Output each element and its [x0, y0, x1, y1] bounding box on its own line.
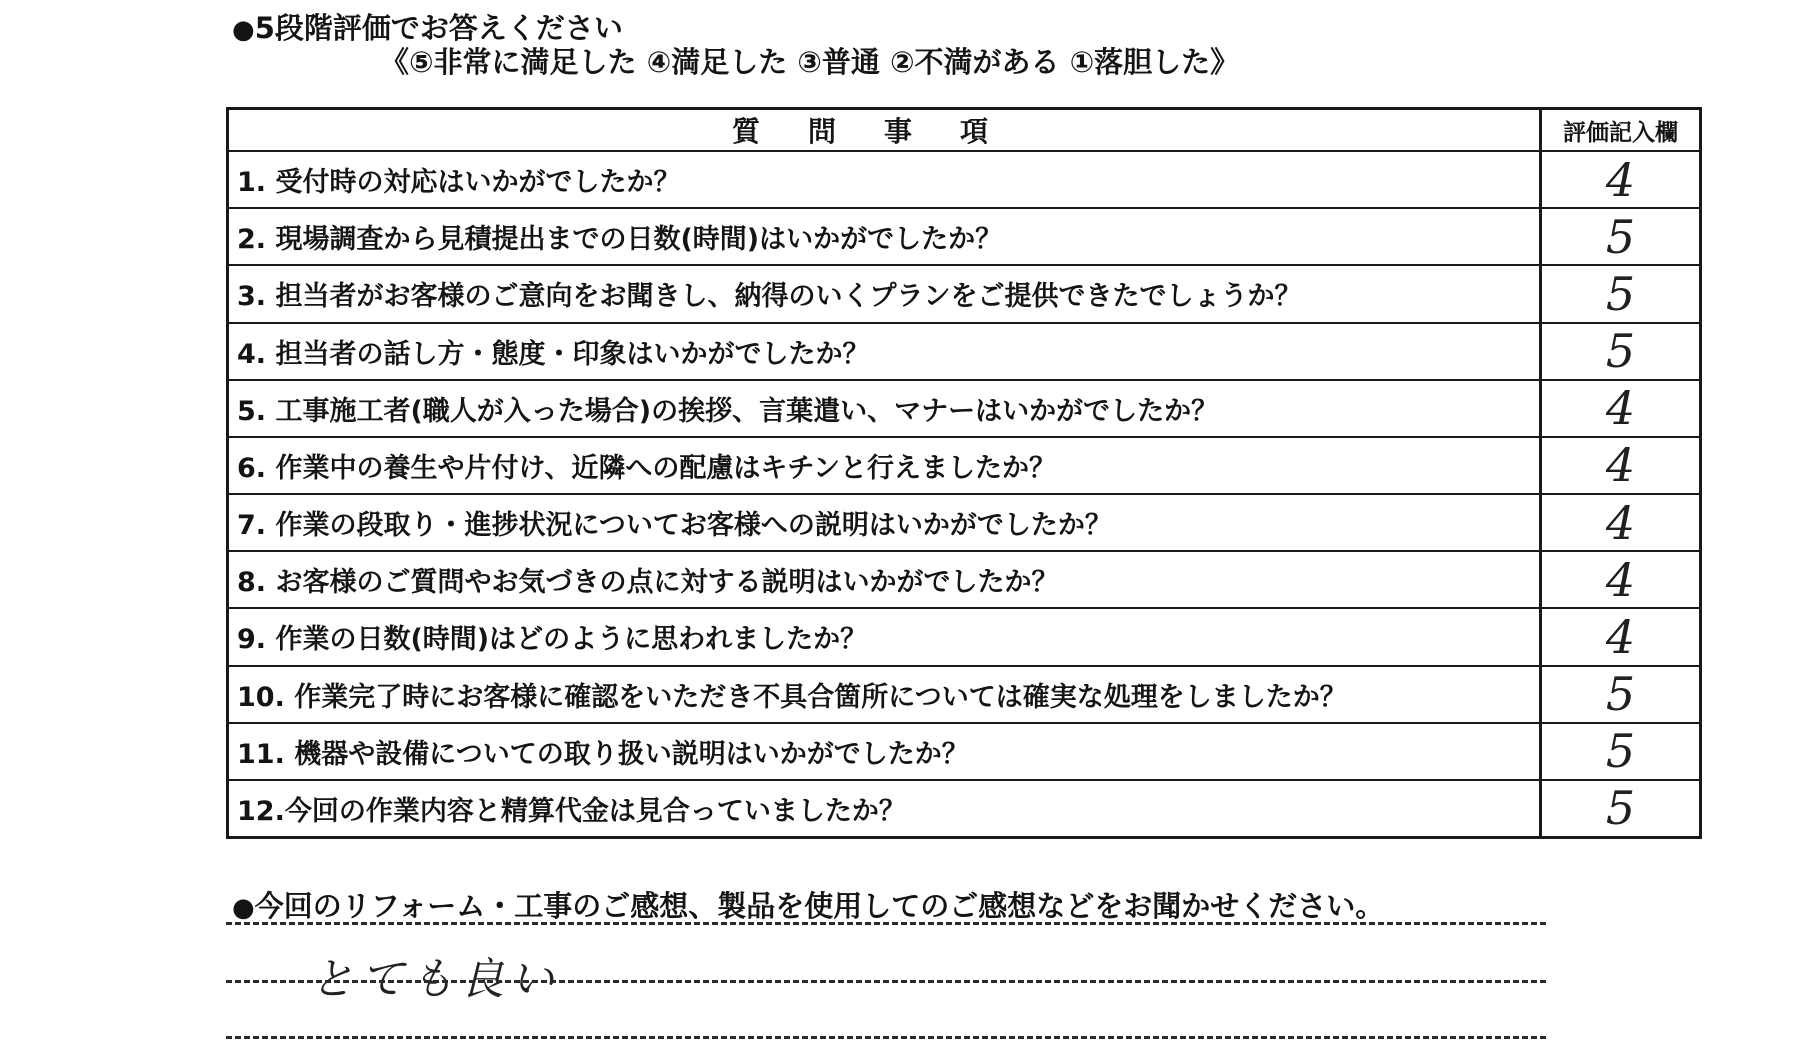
comments-heading: [232, 884, 1384, 925]
bullet-icon: ●: [232, 15, 255, 45]
rating-value: 4: [1605, 495, 1636, 550]
rating-value: 5: [1605, 209, 1636, 264]
question-text: 11. 機器や設備についての取り扱い説明はいかがでしたか？: [229, 724, 1542, 779]
rating-value: 4: [1605, 552, 1636, 607]
rating-scale-legend: 《⑤非常に満足した ④満足した ③普通 ②不満がある ①落胆した》: [380, 45, 1240, 79]
table-row: [229, 209, 1699, 266]
rating-value: 5: [1605, 324, 1636, 379]
survey-table: [226, 107, 1702, 839]
table-row: [229, 667, 1699, 724]
question-text: 5. 工事施工者(職人が入った場合)の挨拶、言葉遣い、マナーはいかがでしたか？: [229, 381, 1542, 436]
rating-value: 4: [1605, 381, 1636, 436]
rating-value: 4: [1605, 152, 1636, 207]
table-row: [229, 495, 1699, 552]
question-text: 1. 受付時の対応はいかがでしたか？: [229, 152, 1542, 207]
handwritten-comment: とても良い: [310, 954, 560, 1005]
rating-value: 5: [1605, 724, 1636, 779]
table-header-row: [229, 110, 1699, 152]
question-text: 12.今回の作業内容と精算代金は見合っていましたか？: [229, 781, 1542, 836]
table-row: [229, 438, 1699, 495]
question-column-header: 質問事項: [229, 110, 1542, 150]
rating-instructions-text: 5段階評価でお答えください: [254, 11, 623, 45]
rating-column-header: 評価記入欄: [1563, 119, 1678, 146]
comment-line: [226, 922, 1546, 925]
bullet-icon: ●: [232, 893, 255, 923]
rating-value: 4: [1605, 438, 1636, 493]
table-row: [229, 266, 1699, 323]
table-row: [229, 724, 1699, 781]
rating-value: 5: [1605, 266, 1636, 321]
question-text: 8. お客様のご質問やお気づきの点に対する説明はいかがでしたか？: [229, 552, 1542, 607]
question-text: 10. 作業完了時にお客様に確認をいただき不具合箇所については確実な処理をしましたか？: [229, 667, 1542, 722]
comment-line: [226, 980, 1546, 983]
table-row: [229, 552, 1699, 609]
table-row: [229, 152, 1699, 209]
question-text: 4. 担当者の話し方・態度・印象はいかがでしたか？: [229, 324, 1542, 379]
question-text: 7. 作業の段取り・進捗状況についてお客様への説明はいかがでしたか？: [229, 495, 1542, 550]
question-text: 3. 担当者がお客様のご意向をお聞きし、納得のいくプランをご提供できたでしょうか？: [229, 266, 1542, 321]
question-text: 9. 作業の日数(時間)はどのように思われましたか？: [229, 609, 1542, 664]
comments-heading-text: 今回のリフォーム・工事のご感想、製品を使用してのご感想などをお聞かせください。: [254, 889, 1385, 923]
table-row: [229, 609, 1699, 666]
table-row: [229, 324, 1699, 381]
rating-value: 4: [1605, 609, 1636, 664]
table-row: [229, 381, 1699, 438]
rating-value: 5: [1605, 781, 1636, 836]
comment-line: [226, 1036, 1546, 1039]
rating-value: 5: [1605, 667, 1636, 722]
question-text: 2. 現場調査から見積提出までの日数(時間)はいかがでしたか？: [229, 209, 1542, 264]
table-row: [229, 781, 1699, 836]
question-text: 6. 作業中の養生や片付け、近隣への配慮はキチンと行えましたか？: [229, 438, 1542, 493]
